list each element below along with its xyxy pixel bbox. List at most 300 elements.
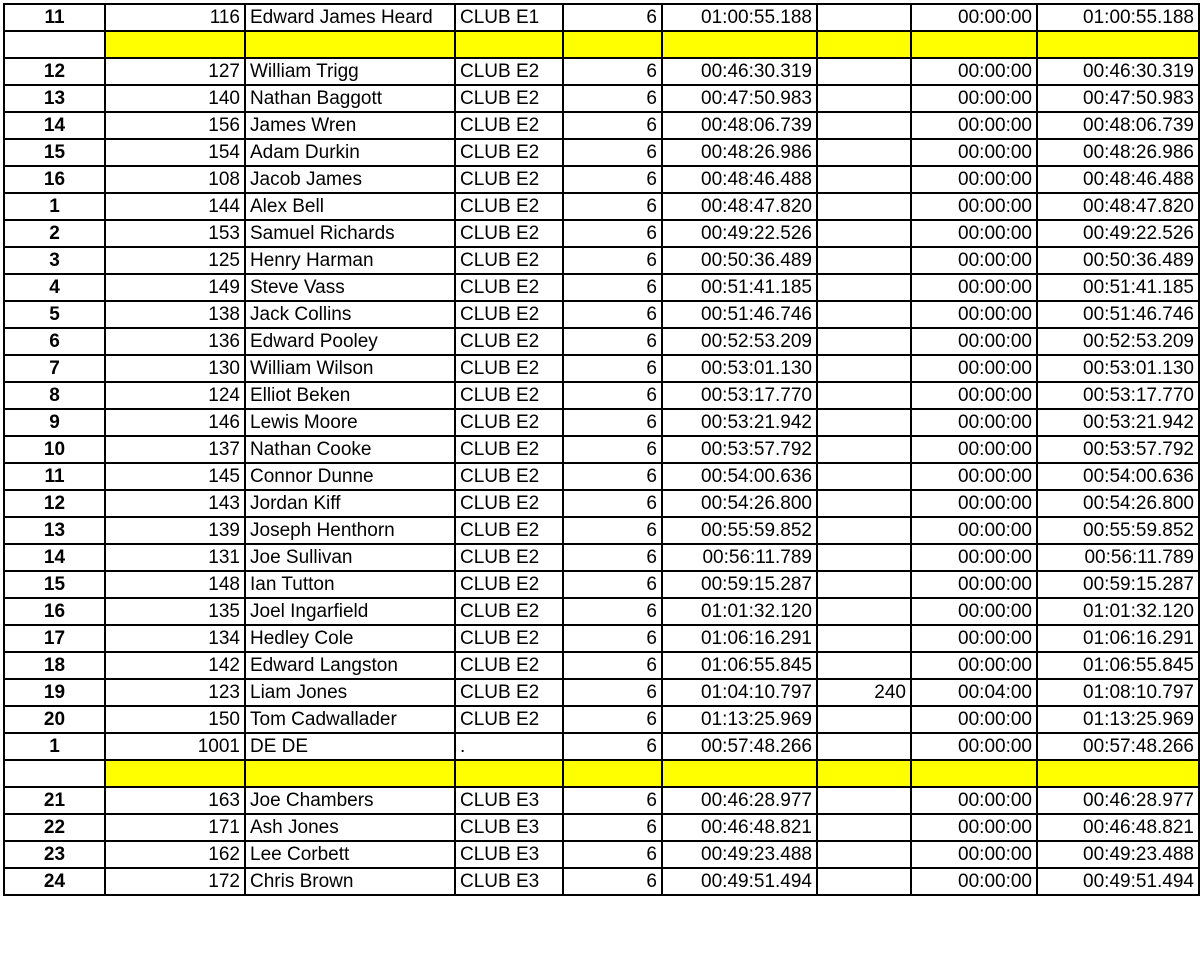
penalty-seconds-cell <box>817 58 911 85</box>
total-time-cell: 00:53:57.792 <box>1037 436 1199 463</box>
penalty-time-cell: 00:00:00 <box>911 382 1037 409</box>
table-row <box>4 355 1199 382</box>
penalty-seconds-cell <box>817 841 911 868</box>
total-time-cell: 01:13:25.969 <box>1037 706 1199 733</box>
table-row <box>4 841 1199 868</box>
total-time-cell: 00:53:17.770 <box>1037 382 1199 409</box>
table-row <box>4 598 1199 625</box>
separator-cell <box>662 760 817 787</box>
table-row <box>4 463 1199 490</box>
competitor-name-cell: Jacob James <box>245 166 455 193</box>
separator-cell <box>563 31 662 58</box>
club-cell: CLUB E2 <box>455 247 563 274</box>
position-cell: 5 <box>4 301 105 328</box>
bib-number-cell: 140 <box>105 85 245 112</box>
laps-cell: 6 <box>563 814 662 841</box>
competitor-name-cell: Jack Collins <box>245 301 455 328</box>
table-row <box>4 409 1199 436</box>
club-cell: CLUB E2 <box>455 193 563 220</box>
bib-number-cell: 162 <box>105 841 245 868</box>
penalty-seconds-cell <box>817 220 911 247</box>
total-time-cell: 00:48:26.986 <box>1037 139 1199 166</box>
table-row <box>4 274 1199 301</box>
bib-number-cell: 144 <box>105 193 245 220</box>
club-cell: CLUB E2 <box>455 409 563 436</box>
penalty-time-cell: 00:00:00 <box>911 409 1037 436</box>
position-cell: 10 <box>4 436 105 463</box>
separator-cell <box>662 31 817 58</box>
race-time-cell: 00:48:46.488 <box>662 166 817 193</box>
position-cell: 18 <box>4 652 105 679</box>
club-cell: CLUB E3 <box>455 814 563 841</box>
race-time-cell: 00:51:46.746 <box>662 301 817 328</box>
bib-number-cell: 130 <box>105 355 245 382</box>
laps-cell: 6 <box>563 409 662 436</box>
laps-cell: 6 <box>563 787 662 814</box>
penalty-seconds-cell <box>817 409 911 436</box>
competitor-name-cell: Elliot Beken <box>245 382 455 409</box>
position-cell: 23 <box>4 841 105 868</box>
bib-number-cell: 142 <box>105 652 245 679</box>
results-body <box>4 4 1199 895</box>
race-time-cell: 00:46:30.319 <box>662 58 817 85</box>
bib-number-cell: 156 <box>105 112 245 139</box>
competitor-name-cell: DE DE <box>245 733 455 760</box>
position-cell: 16 <box>4 166 105 193</box>
total-time-cell: 00:49:23.488 <box>1037 841 1199 868</box>
group-separator-row <box>4 31 1199 58</box>
penalty-seconds-cell <box>817 652 911 679</box>
club-cell: CLUB E2 <box>455 85 563 112</box>
laps-cell: 6 <box>563 436 662 463</box>
laps-cell: 6 <box>563 679 662 706</box>
total-time-cell: 00:48:06.739 <box>1037 112 1199 139</box>
position-cell: 22 <box>4 814 105 841</box>
position-cell: 1 <box>4 193 105 220</box>
laps-cell: 6 <box>563 220 662 247</box>
competitor-name-cell: Ian Tutton <box>245 571 455 598</box>
competitor-name-cell: Joe Sullivan <box>245 544 455 571</box>
bib-number-cell: 145 <box>105 463 245 490</box>
bib-number-cell: 172 <box>105 868 245 895</box>
table-row <box>4 787 1199 814</box>
penalty-time-cell: 00:00:00 <box>911 220 1037 247</box>
club-cell: . <box>455 733 563 760</box>
penalty-time-cell: 00:00:00 <box>911 652 1037 679</box>
race-time-cell: 00:48:06.739 <box>662 112 817 139</box>
total-time-cell: 01:01:32.120 <box>1037 598 1199 625</box>
laps-cell: 6 <box>563 517 662 544</box>
competitor-name-cell: Joel Ingarfield <box>245 598 455 625</box>
race-time-cell: 00:54:00.636 <box>662 463 817 490</box>
bib-number-cell: 135 <box>105 598 245 625</box>
bib-number-cell: 150 <box>105 706 245 733</box>
club-cell: CLUB E2 <box>455 652 563 679</box>
table-row <box>4 571 1199 598</box>
laps-cell: 6 <box>563 193 662 220</box>
penalty-time-cell: 00:00:00 <box>911 787 1037 814</box>
race-time-cell: 00:51:41.185 <box>662 274 817 301</box>
laps-cell: 6 <box>563 382 662 409</box>
penalty-time-cell: 00:00:00 <box>911 706 1037 733</box>
separator-cell <box>105 31 245 58</box>
bib-number-cell: 108 <box>105 166 245 193</box>
penalty-time-cell: 00:00:00 <box>911 328 1037 355</box>
table-row <box>4 4 1199 31</box>
penalty-time-cell: 00:00:00 <box>911 166 1037 193</box>
position-cell: 12 <box>4 58 105 85</box>
race-time-cell: 00:57:48.266 <box>662 733 817 760</box>
table-row <box>4 247 1199 274</box>
penalty-seconds-cell <box>817 4 911 31</box>
penalty-seconds-cell <box>817 247 911 274</box>
separator-cell <box>817 760 911 787</box>
separator-cell <box>105 760 245 787</box>
penalty-seconds-cell <box>817 868 911 895</box>
club-cell: CLUB E2 <box>455 625 563 652</box>
penalty-seconds-cell <box>817 355 911 382</box>
bib-number-cell: 139 <box>105 517 245 544</box>
laps-cell: 6 <box>563 706 662 733</box>
bib-number-cell: 116 <box>105 4 245 31</box>
penalty-time-cell: 00:00:00 <box>911 355 1037 382</box>
table-row <box>4 139 1199 166</box>
position-cell: 14 <box>4 544 105 571</box>
table-row <box>4 733 1199 760</box>
table-row <box>4 679 1199 706</box>
club-cell: CLUB E2 <box>455 679 563 706</box>
race-time-cell: 00:49:51.494 <box>662 868 817 895</box>
laps-cell: 6 <box>563 247 662 274</box>
competitor-name-cell: Nathan Cooke <box>245 436 455 463</box>
position-cell: 11 <box>4 463 105 490</box>
table-row <box>4 328 1199 355</box>
separator-cell <box>245 760 455 787</box>
penalty-seconds-cell <box>817 787 911 814</box>
race-time-cell: 00:54:26.800 <box>662 490 817 517</box>
bib-number-cell: 143 <box>105 490 245 517</box>
total-time-cell: 00:54:00.636 <box>1037 463 1199 490</box>
club-cell: CLUB E2 <box>455 571 563 598</box>
separator-cell <box>911 31 1037 58</box>
bib-number-cell: 123 <box>105 679 245 706</box>
club-cell: CLUB E2 <box>455 58 563 85</box>
position-cell: 20 <box>4 706 105 733</box>
penalty-time-cell: 00:00:00 <box>911 112 1037 139</box>
penalty-time-cell: 00:00:00 <box>911 517 1037 544</box>
table-row <box>4 652 1199 679</box>
penalty-time-cell: 00:00:00 <box>911 490 1037 517</box>
position-cell: 11 <box>4 4 105 31</box>
laps-cell: 6 <box>563 868 662 895</box>
position-cell: 8 <box>4 382 105 409</box>
penalty-time-cell: 00:00:00 <box>911 598 1037 625</box>
laps-cell: 6 <box>563 544 662 571</box>
race-time-cell: 00:53:57.792 <box>662 436 817 463</box>
club-cell: CLUB E2 <box>455 328 563 355</box>
laps-cell: 6 <box>563 463 662 490</box>
bib-number-cell: 154 <box>105 139 245 166</box>
bib-number-cell: 163 <box>105 787 245 814</box>
bib-number-cell: 131 <box>105 544 245 571</box>
table-row <box>4 544 1199 571</box>
laps-cell: 6 <box>563 4 662 31</box>
competitor-name-cell: Joe Chambers <box>245 787 455 814</box>
race-time-cell: 00:53:21.942 <box>662 409 817 436</box>
position-cell: 9 <box>4 409 105 436</box>
club-cell: CLUB E2 <box>455 274 563 301</box>
penalty-time-cell: 00:00:00 <box>911 544 1037 571</box>
total-time-cell: 00:51:46.746 <box>1037 301 1199 328</box>
penalty-seconds-cell <box>817 733 911 760</box>
club-cell: CLUB E2 <box>455 436 563 463</box>
position-cell: 12 <box>4 490 105 517</box>
race-time-cell: 00:49:22.526 <box>662 220 817 247</box>
penalty-seconds-cell <box>817 463 911 490</box>
laps-cell: 6 <box>563 139 662 166</box>
race-time-cell: 00:59:15.287 <box>662 571 817 598</box>
penalty-time-cell: 00:00:00 <box>911 85 1037 112</box>
laps-cell: 6 <box>563 328 662 355</box>
table-row <box>4 625 1199 652</box>
laps-cell: 6 <box>563 733 662 760</box>
penalty-seconds-cell <box>817 301 911 328</box>
competitor-name-cell: Tom Cadwallader <box>245 706 455 733</box>
race-time-cell: 00:53:17.770 <box>662 382 817 409</box>
laps-cell: 6 <box>563 58 662 85</box>
club-cell: CLUB E3 <box>455 787 563 814</box>
competitor-name-cell: Edward Langston <box>245 652 455 679</box>
total-time-cell: 00:52:53.209 <box>1037 328 1199 355</box>
penalty-seconds-cell <box>817 328 911 355</box>
bib-number-cell: 136 <box>105 328 245 355</box>
race-time-cell: 00:46:28.977 <box>662 787 817 814</box>
race-time-cell: 01:01:32.120 <box>662 598 817 625</box>
separator-cell <box>1037 31 1199 58</box>
table-row <box>4 517 1199 544</box>
position-cell: 19 <box>4 679 105 706</box>
competitor-name-cell: William Wilson <box>245 355 455 382</box>
total-time-cell: 00:56:11.789 <box>1037 544 1199 571</box>
competitor-name-cell: Lee Corbett <box>245 841 455 868</box>
penalty-time-cell: 00:00:00 <box>911 4 1037 31</box>
competitor-name-cell: Adam Durkin <box>245 139 455 166</box>
competitor-name-cell: Steve Vass <box>245 274 455 301</box>
total-time-cell: 01:06:16.291 <box>1037 625 1199 652</box>
total-time-cell: 01:00:55.188 <box>1037 4 1199 31</box>
race-time-cell: 00:56:11.789 <box>662 544 817 571</box>
total-time-cell: 00:49:51.494 <box>1037 868 1199 895</box>
race-time-cell: 00:48:26.986 <box>662 139 817 166</box>
penalty-time-cell: 00:00:00 <box>911 274 1037 301</box>
bib-number-cell: 134 <box>105 625 245 652</box>
competitor-name-cell: Henry Harman <box>245 247 455 274</box>
penalty-seconds-cell <box>817 274 911 301</box>
results-table <box>3 3 1200 896</box>
penalty-time-cell: 00:00:00 <box>911 841 1037 868</box>
competitor-name-cell: Ash Jones <box>245 814 455 841</box>
position-cell: 7 <box>4 355 105 382</box>
race-time-cell: 00:46:48.821 <box>662 814 817 841</box>
penalty-time-cell: 00:00:00 <box>911 193 1037 220</box>
laps-cell: 6 <box>563 598 662 625</box>
total-time-cell: 00:48:46.488 <box>1037 166 1199 193</box>
competitor-name-cell: Edward James Heard <box>245 4 455 31</box>
race-time-cell: 00:47:50.983 <box>662 85 817 112</box>
laps-cell: 6 <box>563 355 662 382</box>
laps-cell: 6 <box>563 625 662 652</box>
competitor-name-cell: Jordan Kiff <box>245 490 455 517</box>
race-time-cell: 00:53:01.130 <box>662 355 817 382</box>
total-time-cell: 01:08:10.797 <box>1037 679 1199 706</box>
position-cell: 2 <box>4 220 105 247</box>
penalty-seconds-cell <box>817 382 911 409</box>
laps-cell: 6 <box>563 652 662 679</box>
separator-cell <box>1037 760 1199 787</box>
total-time-cell: 00:59:15.287 <box>1037 571 1199 598</box>
laps-cell: 6 <box>563 301 662 328</box>
separator-cell <box>911 760 1037 787</box>
race-time-cell: 00:55:59.852 <box>662 517 817 544</box>
bib-number-cell: 1001 <box>105 733 245 760</box>
separator-cell <box>563 760 662 787</box>
competitor-name-cell: Joseph Henthorn <box>245 517 455 544</box>
total-time-cell: 00:47:50.983 <box>1037 85 1199 112</box>
penalty-seconds-cell <box>817 544 911 571</box>
race-time-cell: 00:50:36.489 <box>662 247 817 274</box>
club-cell: CLUB E2 <box>455 490 563 517</box>
table-row <box>4 490 1199 517</box>
total-time-cell: 00:46:48.821 <box>1037 814 1199 841</box>
position-cell: 6 <box>4 328 105 355</box>
total-time-cell: 00:50:36.489 <box>1037 247 1199 274</box>
table-row <box>4 301 1199 328</box>
penalty-time-cell: 00:00:00 <box>911 301 1037 328</box>
club-cell: CLUB E3 <box>455 841 563 868</box>
penalty-seconds-cell <box>817 85 911 112</box>
total-time-cell: 00:53:21.942 <box>1037 409 1199 436</box>
club-cell: CLUB E2 <box>455 220 563 247</box>
competitor-name-cell: Liam Jones <box>245 679 455 706</box>
total-time-cell: 00:48:47.820 <box>1037 193 1199 220</box>
bib-number-cell: 138 <box>105 301 245 328</box>
position-cell: 13 <box>4 517 105 544</box>
total-time-cell: 00:51:41.185 <box>1037 274 1199 301</box>
position-cell: 15 <box>4 139 105 166</box>
penalty-time-cell: 00:00:00 <box>911 139 1037 166</box>
club-cell: CLUB E2 <box>455 139 563 166</box>
position-cell: 17 <box>4 625 105 652</box>
penalty-seconds-cell <box>817 112 911 139</box>
separator-cell <box>817 31 911 58</box>
table-row <box>4 112 1199 139</box>
penalty-time-cell: 00:00:00 <box>911 436 1037 463</box>
penalty-seconds-cell <box>817 571 911 598</box>
table-row <box>4 382 1199 409</box>
penalty-time-cell: 00:00:00 <box>911 247 1037 274</box>
laps-cell: 6 <box>563 274 662 301</box>
club-cell: CLUB E3 <box>455 868 563 895</box>
bib-number-cell: 171 <box>105 814 245 841</box>
race-time-cell: 01:13:25.969 <box>662 706 817 733</box>
total-time-cell: 00:55:59.852 <box>1037 517 1199 544</box>
position-cell: 13 <box>4 85 105 112</box>
penalty-time-cell: 00:00:00 <box>911 868 1037 895</box>
penalty-time-cell: 00:00:00 <box>911 571 1037 598</box>
separator-cell <box>455 760 563 787</box>
competitor-name-cell: Lewis Moore <box>245 409 455 436</box>
total-time-cell: 00:57:48.266 <box>1037 733 1199 760</box>
separator-cell <box>4 31 105 58</box>
race-time-cell: 00:49:23.488 <box>662 841 817 868</box>
table-row <box>4 436 1199 463</box>
penalty-time-cell: 00:00:00 <box>911 463 1037 490</box>
race-time-cell: 01:04:10.797 <box>662 679 817 706</box>
penalty-seconds-cell <box>817 490 911 517</box>
penalty-time-cell: 00:00:00 <box>911 814 1037 841</box>
position-cell: 15 <box>4 571 105 598</box>
penalty-time-cell: 00:00:00 <box>911 58 1037 85</box>
club-cell: CLUB E2 <box>455 517 563 544</box>
competitor-name-cell: James Wren <box>245 112 455 139</box>
separator-cell <box>455 31 563 58</box>
total-time-cell: 00:46:30.319 <box>1037 58 1199 85</box>
separator-cell <box>245 31 455 58</box>
penalty-seconds-cell: 240 <box>817 679 911 706</box>
penalty-seconds-cell <box>817 706 911 733</box>
club-cell: CLUB E1 <box>455 4 563 31</box>
laps-cell: 6 <box>563 85 662 112</box>
club-cell: CLUB E2 <box>455 301 563 328</box>
bib-number-cell: 124 <box>105 382 245 409</box>
position-cell: 14 <box>4 112 105 139</box>
table-row <box>4 85 1199 112</box>
table-row <box>4 193 1199 220</box>
table-row <box>4 220 1199 247</box>
position-cell: 1 <box>4 733 105 760</box>
bib-number-cell: 125 <box>105 247 245 274</box>
competitor-name-cell: William Trigg <box>245 58 455 85</box>
club-cell: CLUB E2 <box>455 544 563 571</box>
competitor-name-cell: Nathan Baggott <box>245 85 455 112</box>
table-row <box>4 814 1199 841</box>
total-time-cell: 00:54:26.800 <box>1037 490 1199 517</box>
club-cell: CLUB E2 <box>455 355 563 382</box>
position-cell: 24 <box>4 868 105 895</box>
total-time-cell: 00:46:28.977 <box>1037 787 1199 814</box>
bib-number-cell: 149 <box>105 274 245 301</box>
penalty-seconds-cell <box>817 166 911 193</box>
laps-cell: 6 <box>563 166 662 193</box>
bib-number-cell: 127 <box>105 58 245 85</box>
bib-number-cell: 146 <box>105 409 245 436</box>
table-row <box>4 868 1199 895</box>
competitor-name-cell: Edward Pooley <box>245 328 455 355</box>
race-time-cell: 01:00:55.188 <box>662 4 817 31</box>
penalty-seconds-cell <box>817 193 911 220</box>
bib-number-cell: 148 <box>105 571 245 598</box>
penalty-seconds-cell <box>817 517 911 544</box>
penalty-seconds-cell <box>817 814 911 841</box>
competitor-name-cell: Chris Brown <box>245 868 455 895</box>
competitor-name-cell: Samuel Richards <box>245 220 455 247</box>
club-cell: CLUB E2 <box>455 706 563 733</box>
position-cell: 3 <box>4 247 105 274</box>
penalty-seconds-cell <box>817 598 911 625</box>
position-cell: 4 <box>4 274 105 301</box>
laps-cell: 6 <box>563 112 662 139</box>
penalty-time-cell: 00:00:00 <box>911 625 1037 652</box>
